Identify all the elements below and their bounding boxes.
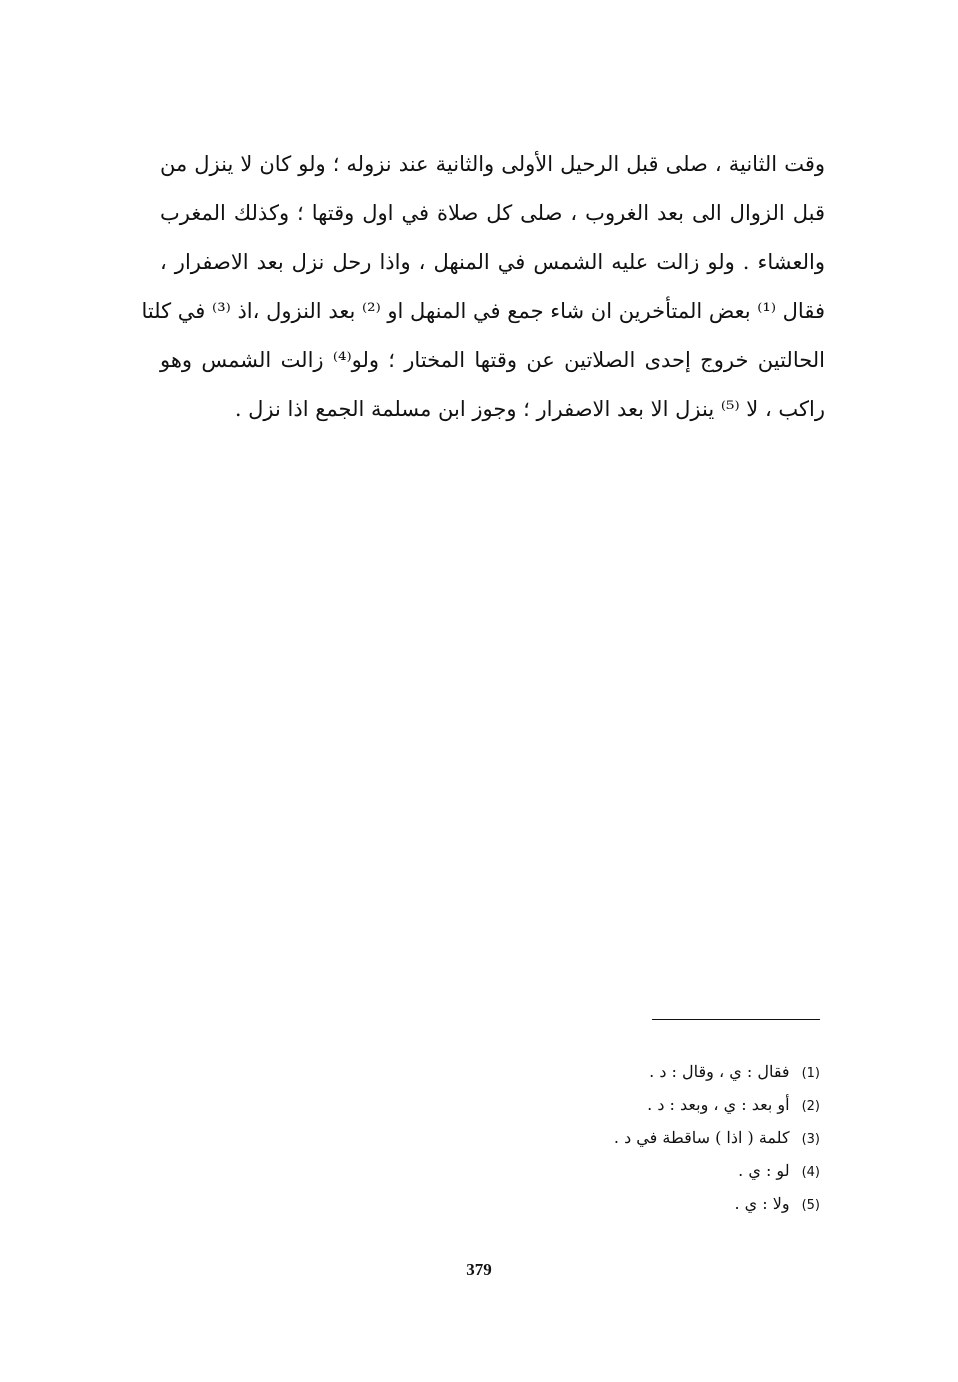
text-line: وقت الثانية ، صلى قبل الرحيل الأولى والثانية عند نزوله ؛ ولو كان لا ينزل من — [160, 152, 825, 176]
footnote-number: (3) — [801, 1132, 820, 1147]
footnote-text: لو : ي . — [738, 1161, 790, 1180]
footnote-item — [614, 1187, 820, 1220]
main-text-block — [141, 140, 826, 434]
footnote-number: (5) — [801, 1198, 820, 1213]
footnote-divider — [652, 1019, 820, 1020]
footnote-item — [614, 1055, 820, 1088]
footnote-number: (2) — [801, 1099, 820, 1114]
text-line: فقال ⁽¹⁾ بعض المتأخرين ان شاء جمع في المنهل او ⁽²⁾ بعد النزول ،اذ ⁽³⁾ في كلتا — [141, 299, 825, 323]
text-line: قبل الزوال الى بعد الغروب ، صلى كل صلاة في اول وقتها ؛ وكذلك المغرب — [160, 201, 825, 225]
footnote-item — [614, 1154, 820, 1187]
text-line: الحالتين خروج إحدى الصلاتين عن وقتها المختار ؛ ولو⁽⁴⁾ زالت الشمس وهو — [160, 348, 826, 372]
page-number: 379 — [466, 1260, 492, 1279]
text-line: راكب ، لا ⁽⁵⁾ ينزل الا بعد الاصفرار ؛ وجوز ابن مسلمة الجمع اذا نزل . — [234, 397, 825, 421]
footnote-text: كلمة ( اذا ) ساقطة في د . — [613, 1128, 790, 1147]
footnote-item — [614, 1088, 820, 1121]
text-line: والعشاء . ولو زالت عليه الشمس في المنهل ، واذا رحل نزل بعد الاصفرار ، — [160, 250, 825, 274]
footnote-text: ولا : ي . — [734, 1194, 790, 1213]
footnotes-block — [614, 1055, 820, 1220]
footnote-number: (1) — [801, 1066, 820, 1081]
footnote-number: (4) — [801, 1165, 820, 1180]
footnote-text: أو بعد : ي ، وبعد : د . — [647, 1095, 790, 1114]
footnote-item — [614, 1121, 820, 1154]
footnote-text: فقال : ي ، وقال : د . — [649, 1062, 790, 1081]
